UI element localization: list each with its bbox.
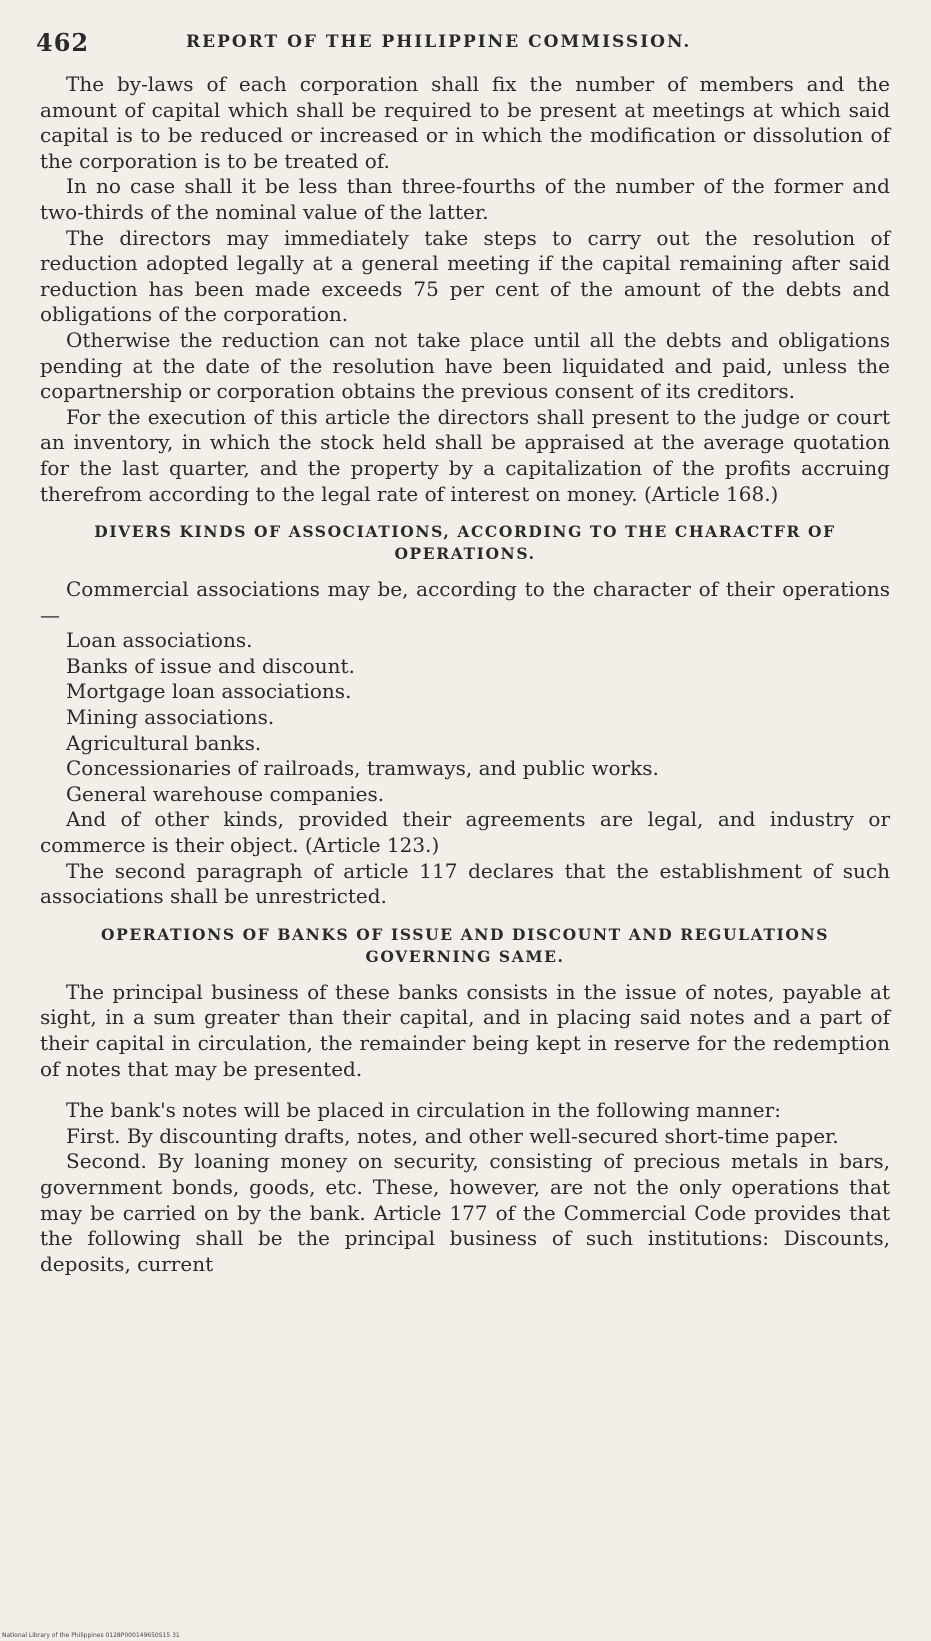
list-item: Mining associations. xyxy=(66,705,275,730)
paragraph: The second paragraph of article 117 declares that the establishment of such associations shall be unrestricted. xyxy=(40,858,890,909)
spacer xyxy=(40,1082,890,1098)
paragraph: Otherwise the reduction can not take place until all the debts and obligations pending at the date of the resolution have been liquidated and paid, unless the copartnership or corporation obtains the previous consent of its creditors. xyxy=(40,327,890,404)
section-heading: OPERATIONS OF BANKS OF ISSUE AND DISCOUNT AND REGULATIONS GOVERNING SAME. xyxy=(100,924,830,966)
page-header xyxy=(36,28,871,58)
list-item: General warehouse companies. xyxy=(66,781,385,806)
paragraph: The bank's notes will be placed in circulation in the following manner: xyxy=(66,1098,781,1123)
paragraph: For the execution of this article the directors shall present to the judge or court an inventory, in which the stock held shall be appraised at the average quotation for the last quarter, and the property by a capitalization of the profits accruing therefrom according to the legal rate of interest on money. (Article 168.) xyxy=(40,404,890,506)
paragraph: The by-laws of each corporation shall fix the number of members and the amount of capital which shall be required to be present at meetings at which said capital is to be reduced or increased or in which the modification or dissolution of the corporation is to be treated of. xyxy=(40,72,890,173)
list-item: Mortgage loan associations. xyxy=(66,679,352,704)
paragraph: In no case shall it be less than three-fourths of the number of the former and two-thirds of the nominal value of the latter. xyxy=(40,174,890,224)
page-body xyxy=(40,72,890,1277)
paragraph: The directors may immediately take steps to carry out the resolution of reduction adopted legally at a general meeting if the capital remaining after said reduction has been made exceeds 75 per cent of the amount of the debts and obligations of the corporation. xyxy=(40,225,890,327)
paragraph: Second. By loaning money on security, consisting of precious metals in bars, government bonds, goods, etc. These, however, are not the only operations that may be carried on by the bank. Article 177 of the Commercial Code provides that the following shall be the principal business of such institutions: Discounts, deposits, current xyxy=(40,1149,890,1276)
list-item: Agricultural banks. xyxy=(66,730,262,755)
paragraph: The principal business of these banks consists in the issue of notes, payable at sight, in a sum greater than their capital, and in placing said notes and a part of their capital in circulation, the remainder being kept in reserve for the redemption of notes that may be presented. xyxy=(40,979,890,1081)
paragraph: Commercial associations may be, according to the character of their operations— xyxy=(40,577,890,627)
section-heading: DIVERS KINDS OF ASSOCIATIONS, ACCORDING TO THE CHARACTFR OF OPERATIONS. xyxy=(94,522,836,564)
list-item: Loan associations. xyxy=(66,628,253,653)
list-item: Concessionaries of railroads, tramways, and public works. xyxy=(66,756,659,781)
scan-identifier: National Library of the Philippines 0128P000149650S15 31 xyxy=(2,1632,180,1639)
paragraph: And of other kinds, provided their agreements are legal, and industry or commerce is their object. (Article 123.) xyxy=(40,807,890,858)
running-head: REPORT OF THE PHILIPPINE COMMISSION. xyxy=(186,32,692,52)
paragraph: First. By discounting drafts, notes, and other well-secured short-time paper. xyxy=(66,1123,839,1148)
page-number: 462 xyxy=(36,28,90,57)
list-item: Banks of issue and discount. xyxy=(66,653,355,678)
